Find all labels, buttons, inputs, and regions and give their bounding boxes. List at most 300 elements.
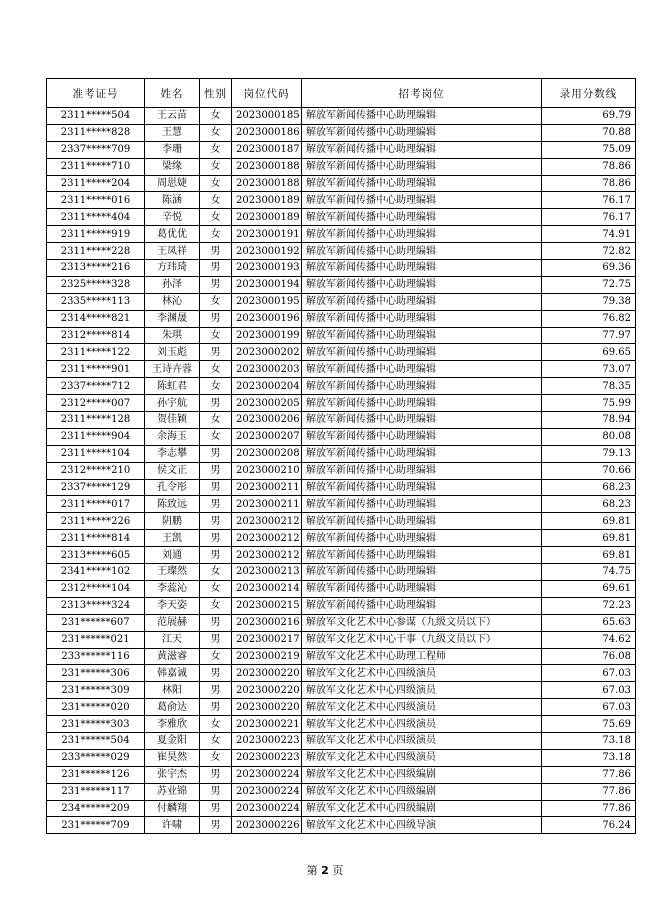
post-code-cell: 2023000204 [232,378,302,395]
table-row [47,158,636,175]
table-row [47,395,636,412]
name-cell: 刘玉彪 [145,344,200,361]
table-row [47,108,636,125]
header-post: 招考岗位 [302,79,542,108]
gender-cell: 男 [200,513,232,530]
post-code-cell: 2023000195 [232,293,302,310]
name-cell: 韩嘉诚 [145,665,200,682]
table-row [47,209,636,226]
name-cell: 江天 [145,631,200,648]
exam-id-cell: 2311*****828 [47,124,145,141]
header-row [47,79,636,108]
table-row [47,732,636,749]
score-cell: 69.79 [542,108,636,125]
score-cell: 69.65 [542,344,636,361]
post-cell: 解放军文化艺术中心助理工程师 [302,648,542,665]
table-row [47,496,636,513]
post-code-cell: 2023000185 [232,108,302,125]
name-cell: 王凤祥 [145,243,200,260]
exam-id-cell: 231******306 [47,665,145,682]
score-cell: 76.17 [542,209,636,226]
exam-id-cell: 231******126 [47,766,145,783]
post-cell: 解放军新闻传播中心助理编辑 [302,378,542,395]
score-cell: 76.82 [542,310,636,327]
gender-cell: 女 [200,209,232,226]
name-cell: 王诗卉蓉 [145,361,200,378]
post-cell: 解放军文化艺术中心四级演员 [302,682,542,699]
name-cell: 朱琪 [145,327,200,344]
post-cell: 解放军新闻传播中心助理编辑 [302,276,542,293]
table-row [47,276,636,293]
table-row [47,580,636,597]
gender-cell: 女 [200,378,232,395]
table-row [47,361,636,378]
table-row [47,124,636,141]
post-cell: 解放军新闻传播中心助理编辑 [302,226,542,243]
table-row [47,800,636,817]
name-cell: 李雅欣 [145,716,200,733]
gender-cell: 女 [200,648,232,665]
score-cell: 67.03 [542,665,636,682]
post-code-cell: 2023000216 [232,614,302,631]
table-row [47,547,636,564]
post-cell: 解放军新闻传播中心助理编辑 [302,597,542,614]
post-code-cell: 2023000224 [232,766,302,783]
post-code-cell: 2023000202 [232,344,302,361]
gender-cell: 女 [200,580,232,597]
name-cell: 付麟翔 [145,800,200,817]
score-cell: 70.88 [542,124,636,141]
exam-id-cell: 2337*****709 [47,141,145,158]
exam-id-cell: 2325*****328 [47,276,145,293]
name-cell: 侯文正 [145,462,200,479]
name-cell: 周思婕 [145,175,200,192]
post-cell: 解放军新闻传播中心助理编辑 [302,209,542,226]
exam-id-cell: 2311*****017 [47,496,145,513]
post-code-cell: 2023000199 [232,327,302,344]
name-cell: 王凯 [145,530,200,547]
gender-cell: 男 [200,276,232,293]
score-cell: 77.86 [542,800,636,817]
post-code-cell: 2023000220 [232,699,302,716]
gender-cell: 男 [200,530,232,547]
results-table [46,78,636,834]
score-cell: 77.86 [542,783,636,800]
gender-cell: 女 [200,192,232,209]
post-code-cell: 2023000206 [232,412,302,429]
table-row [47,783,636,800]
score-cell: 77.86 [542,766,636,783]
table-row [47,665,636,682]
exam-id-cell: 231******709 [47,817,145,834]
exam-id-cell: 2311*****710 [47,158,145,175]
post-code-cell: 2023000223 [232,749,302,766]
name-cell: 孙泽 [145,276,200,293]
exam-id-cell: 2311*****204 [47,175,145,192]
post-code-cell: 2023000207 [232,428,302,445]
exam-id-cell: 2311*****228 [47,243,145,260]
name-cell: 阴鹏 [145,513,200,530]
gender-cell: 男 [200,496,232,513]
score-cell: 72.82 [542,243,636,260]
name-cell: 梁缘 [145,158,200,175]
post-cell: 解放军文化艺术中心参谋（九级文员以下） [302,614,542,631]
gender-cell: 男 [200,817,232,834]
post-code-cell: 2023000194 [232,276,302,293]
score-cell: 76.24 [542,817,636,834]
name-cell: 夏金阳 [145,732,200,749]
name-cell: 王云苗 [145,108,200,125]
gender-cell: 女 [200,141,232,158]
post-code-cell: 2023000219 [232,648,302,665]
table-row [47,597,636,614]
post-code-cell: 2023000189 [232,192,302,209]
gender-cell: 男 [200,665,232,682]
exam-id-cell: 2313*****216 [47,260,145,277]
table-row [47,530,636,547]
gender-cell: 女 [200,597,232,614]
score-cell: 75.69 [542,716,636,733]
post-cell: 解放军文化艺术中心四级导演 [302,817,542,834]
post-cell: 解放军文化艺术中心四级编剧 [302,783,542,800]
table-body [47,108,636,834]
table-row [47,479,636,496]
header-name: 姓名 [145,79,200,108]
score-cell: 80.08 [542,428,636,445]
gender-cell: 女 [200,327,232,344]
post-cell: 解放军新闻传播中心助理编辑 [302,412,542,429]
gender-cell: 男 [200,682,232,699]
post-cell: 解放军新闻传播中心助理编辑 [302,479,542,496]
post-code-cell: 2023000211 [232,479,302,496]
gender-cell: 女 [200,158,232,175]
gender-cell: 女 [200,564,232,581]
table-row [47,716,636,733]
gender-cell: 女 [200,412,232,429]
name-cell: 葛俞达 [145,699,200,716]
table-row [47,310,636,327]
exam-id-cell: 2312*****210 [47,462,145,479]
gender-cell: 女 [200,361,232,378]
gender-cell: 女 [200,749,232,766]
page-prefix: 第 [306,864,318,877]
score-cell: 78.35 [542,378,636,395]
header-exam-id: 准考证号 [47,79,145,108]
exam-id-cell: 233******116 [47,648,145,665]
post-cell: 解放军新闻传播中心助理编辑 [302,344,542,361]
post-cell: 解放军文化艺术中心四级编剧 [302,800,542,817]
exam-id-cell: 2312*****814 [47,327,145,344]
gender-cell: 女 [200,716,232,733]
post-code-cell: 2023000226 [232,817,302,834]
score-cell: 76.17 [542,192,636,209]
post-code-cell: 2023000223 [232,732,302,749]
post-cell: 解放军新闻传播中心助理编辑 [302,530,542,547]
post-cell: 解放军文化艺术中心四级演员 [302,699,542,716]
score-cell: 69.61 [542,580,636,597]
exam-id-cell: 2311*****122 [47,344,145,361]
exam-id-cell: 2337*****129 [47,479,145,496]
gender-cell: 女 [200,428,232,445]
exam-id-cell: 231******309 [47,682,145,699]
header-score: 录用分数线 [542,79,636,108]
score-cell: 79.38 [542,293,636,310]
header-gender: 性别 [200,79,232,108]
table-row [47,192,636,209]
name-cell: 崔昊然 [145,749,200,766]
post-code-cell: 2023000213 [232,564,302,581]
gender-cell: 女 [200,226,232,243]
score-cell: 67.03 [542,682,636,699]
score-cell: 69.36 [542,260,636,277]
exam-id-cell: 231******303 [47,716,145,733]
table-row [47,766,636,783]
gender-cell: 女 [200,108,232,125]
post-cell: 解放军新闻传播中心助理编辑 [302,462,542,479]
name-cell: 李渊晟 [145,310,200,327]
exam-id-cell: 231******020 [47,699,145,716]
name-cell: 李志攀 [145,445,200,462]
score-cell: 68.23 [542,496,636,513]
exam-id-cell: 2311*****016 [47,192,145,209]
score-cell: 65.63 [542,614,636,631]
post-code-cell: 2023000208 [232,445,302,462]
score-cell: 75.99 [542,395,636,412]
post-cell: 解放军文化艺术中心四级编剧 [302,766,542,783]
name-cell: 范展赫 [145,614,200,631]
post-cell: 解放军新闻传播中心助理编辑 [302,141,542,158]
exam-id-cell: 2311*****504 [47,108,145,125]
table-row [47,631,636,648]
name-cell: 辛悦 [145,209,200,226]
exam-id-cell: 2335*****113 [47,293,145,310]
post-code-cell: 2023000220 [232,682,302,699]
name-cell: 贺佳颖 [145,412,200,429]
post-code-cell: 2023000189 [232,209,302,226]
table-row [47,428,636,445]
table-row [47,614,636,631]
exam-id-cell: 2311*****128 [47,412,145,429]
exam-id-cell: 231******021 [47,631,145,648]
name-cell: 李珊 [145,141,200,158]
post-code-cell: 2023000212 [232,513,302,530]
score-cell: 74.75 [542,564,636,581]
post-cell: 解放军新闻传播中心助理编辑 [302,564,542,581]
score-cell: 67.03 [542,699,636,716]
gender-cell: 男 [200,310,232,327]
gender-cell: 男 [200,766,232,783]
gender-cell: 女 [200,732,232,749]
post-code-cell: 2023000193 [232,260,302,277]
gender-cell: 男 [200,260,232,277]
post-cell: 解放军新闻传播中心助理编辑 [302,124,542,141]
table-row [47,648,636,665]
post-code-cell: 2023000220 [232,665,302,682]
name-cell: 方玮琦 [145,260,200,277]
post-code-cell: 2023000212 [232,547,302,564]
score-cell: 77.97 [542,327,636,344]
page-number: 2 [321,864,329,877]
exam-id-cell: 233******029 [47,749,145,766]
post-cell: 解放军文化艺术中心四级演员 [302,665,542,682]
post-code-cell: 2023000210 [232,462,302,479]
post-code-cell: 2023000215 [232,597,302,614]
post-code-cell: 2023000221 [232,716,302,733]
post-code-cell: 2023000187 [232,141,302,158]
name-cell: 孔令彤 [145,479,200,496]
post-code-cell: 2023000224 [232,783,302,800]
post-code-cell: 2023000214 [232,580,302,597]
post-cell: 解放军新闻传播中心助理编辑 [302,547,542,564]
table-row [47,226,636,243]
post-cell: 解放军新闻传播中心助理编辑 [302,327,542,344]
post-cell: 解放军新闻传播中心助理编辑 [302,260,542,277]
gender-cell: 男 [200,479,232,496]
exam-id-cell: 2311*****104 [47,445,145,462]
name-cell: 李蕊沁 [145,580,200,597]
score-cell: 78.86 [542,175,636,192]
score-cell: 73.18 [542,732,636,749]
table-row [47,462,636,479]
post-cell: 解放军新闻传播中心助理编辑 [302,243,542,260]
post-code-cell: 2023000203 [232,361,302,378]
post-code-cell: 2023000205 [232,395,302,412]
table-row [47,445,636,462]
score-cell: 75.09 [542,141,636,158]
post-cell: 解放军新闻传播中心助理编辑 [302,513,542,530]
post-code-cell: 2023000224 [232,800,302,817]
table-row [47,817,636,834]
exam-id-cell: 2341*****102 [47,564,145,581]
exam-id-cell: 234******209 [47,800,145,817]
post-cell: 解放军新闻传播中心助理编辑 [302,293,542,310]
post-code-cell: 2023000196 [232,310,302,327]
name-cell: 王璨然 [145,564,200,581]
score-cell: 70.66 [542,462,636,479]
post-cell: 解放军新闻传播中心助理编辑 [302,192,542,209]
exam-id-cell: 2311*****226 [47,513,145,530]
post-cell: 解放军新闻传播中心助理编辑 [302,496,542,513]
post-code-cell: 2023000191 [232,226,302,243]
post-cell: 解放军文化艺术中心四级演员 [302,749,542,766]
header-post-code: 岗位代码 [232,79,302,108]
gender-cell: 男 [200,800,232,817]
name-cell: 苏业锦 [145,783,200,800]
table-row [47,293,636,310]
post-cell: 解放军新闻传播中心助理编辑 [302,395,542,412]
exam-id-cell: 2314*****821 [47,310,145,327]
post-code-cell: 2023000211 [232,496,302,513]
name-cell: 葛优优 [145,226,200,243]
table-row [47,344,636,361]
name-cell: 李天姿 [145,597,200,614]
name-cell: 张宇杰 [145,766,200,783]
table-row [47,243,636,260]
table-row [47,412,636,429]
post-cell: 解放军新闻传播中心助理编辑 [302,428,542,445]
table-row [47,175,636,192]
gender-cell: 男 [200,344,232,361]
gender-cell: 男 [200,614,232,631]
gender-cell: 男 [200,243,232,260]
post-cell: 解放军文化艺术中心四级演员 [302,732,542,749]
post-code-cell: 2023000192 [232,243,302,260]
post-cell: 解放军新闻传播中心助理编辑 [302,580,542,597]
gender-cell: 女 [200,124,232,141]
name-cell: 陈虹君 [145,378,200,395]
exam-id-cell: 231******504 [47,732,145,749]
exam-id-cell: 231******117 [47,783,145,800]
score-cell: 72.75 [542,276,636,293]
score-cell: 73.18 [542,749,636,766]
exam-id-cell: 2311*****404 [47,209,145,226]
table-row [47,378,636,395]
exam-id-cell: 2311*****904 [47,428,145,445]
name-cell: 孙宇航 [145,395,200,412]
gender-cell: 男 [200,445,232,462]
score-cell: 78.86 [542,158,636,175]
post-cell: 解放军新闻传播中心助理编辑 [302,361,542,378]
exam-id-cell: 2312*****104 [47,580,145,597]
score-cell: 79.13 [542,445,636,462]
score-cell: 68.23 [542,479,636,496]
name-cell: 林阳 [145,682,200,699]
post-code-cell: 2023000212 [232,530,302,547]
table-row [47,682,636,699]
exam-id-cell: 2337*****712 [47,378,145,395]
post-cell: 解放军文化艺术中心干事（九级文员以下） [302,631,542,648]
name-cell: 陈涵 [145,192,200,209]
table-row [47,141,636,158]
post-code-cell: 2023000217 [232,631,302,648]
table-row [47,327,636,344]
name-cell: 陈致远 [145,496,200,513]
name-cell: 许啸 [145,817,200,834]
table-row [47,260,636,277]
gender-cell: 男 [200,699,232,716]
score-cell: 76.08 [542,648,636,665]
post-cell: 解放军新闻传播中心助理编辑 [302,175,542,192]
gender-cell: 男 [200,783,232,800]
post-cell: 解放军新闻传播中心助理编辑 [302,108,542,125]
post-cell: 解放军新闻传播中心助理编辑 [302,445,542,462]
score-cell: 73.07 [542,361,636,378]
score-cell: 69.81 [542,513,636,530]
name-cell: 王慧 [145,124,200,141]
name-cell: 林沁 [145,293,200,310]
post-cell: 解放军新闻传播中心助理编辑 [302,310,542,327]
name-cell: 刘通 [145,547,200,564]
score-cell: 72.23 [542,597,636,614]
score-cell: 74.91 [542,226,636,243]
exam-id-cell: 2313*****324 [47,597,145,614]
gender-cell: 女 [200,293,232,310]
page-suffix: 页 [332,864,344,877]
gender-cell: 男 [200,395,232,412]
score-cell: 69.81 [542,530,636,547]
name-cell: 黄滋睿 [145,648,200,665]
table-row [47,699,636,716]
table-row [47,564,636,581]
post-cell: 解放军文化艺术中心四级演员 [302,716,542,733]
table-row [47,513,636,530]
gender-cell: 女 [200,175,232,192]
exam-id-cell: 2312*****007 [47,395,145,412]
exam-id-cell: 2311*****901 [47,361,145,378]
score-cell: 78.94 [542,412,636,429]
exam-id-cell: 2313*****605 [47,547,145,564]
exam-id-cell: 2311*****814 [47,530,145,547]
